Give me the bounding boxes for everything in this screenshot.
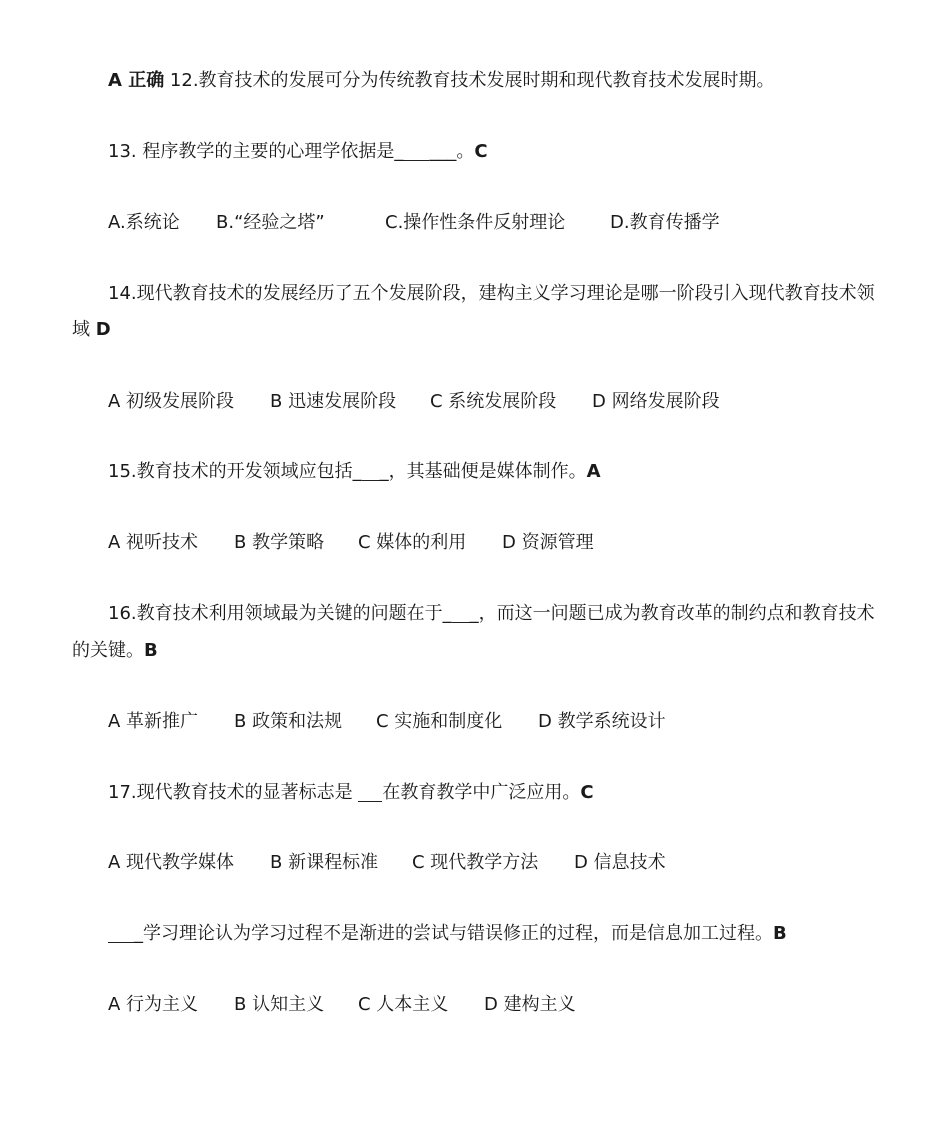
option-b: B 认知主义	[234, 994, 325, 1015]
option-a: A.系统论	[108, 212, 180, 233]
option-c: C 人本主义	[358, 994, 449, 1015]
answer-letter: B	[144, 640, 158, 661]
question-text: 域	[72, 319, 96, 340]
answer-letter: C	[580, 782, 594, 803]
answer-letter: C	[474, 141, 488, 162]
question-14-cont	[72, 318, 111, 342]
option-c: C 媒体的利用	[358, 532, 467, 553]
answer-letter: A	[586, 461, 601, 482]
question-text-tail: ___。	[429, 141, 475, 162]
question-13	[108, 140, 488, 164]
question-16	[108, 602, 875, 626]
answer-letter: B	[773, 923, 787, 944]
answer-label: A 正确	[108, 70, 165, 91]
option-d: D 资源管理	[502, 532, 594, 553]
question-18	[108, 922, 787, 946]
option-d: D.教育传播学	[610, 212, 720, 233]
question-text-tail: 在教育教学中广泛应用。	[382, 782, 581, 803]
option-a: A 视听技术	[108, 532, 199, 553]
question-15	[108, 460, 601, 484]
question-16-cont	[72, 639, 158, 663]
option-d: D 教学系统设计	[538, 711, 666, 732]
option-a: A 行为主义	[108, 994, 199, 1015]
option-b: B 政策和法规	[234, 711, 343, 732]
option-a: A 现代教学媒体	[108, 852, 235, 873]
fill-blank	[452, 604, 470, 623]
answer-letter: D	[95, 319, 111, 340]
option-c: C 实施和制度化	[376, 711, 503, 732]
option-c: C 现代教学方法	[412, 852, 539, 873]
question-17	[108, 781, 594, 805]
option-d: D 网络发展阶段	[592, 391, 720, 412]
question-text: 14.现代教育技术的发展经历了五个发展阶段，建构主义学习理论是哪一阶段引入现代教育技术领	[108, 283, 875, 304]
question-text-tail: _，其基础便是媒体制作。	[379, 461, 587, 482]
question-text: 12.教育技术的发展可分为传统教育技术发展时期和现代教育技术发展时期。	[164, 70, 775, 91]
option-a: A 革新推广	[108, 711, 199, 732]
option-b: B.“经验之塔”	[216, 212, 325, 233]
question-text-tail: _，而这一问题已成为教育改革的制约点和教育技术	[469, 603, 875, 624]
question-12	[108, 69, 775, 93]
fill-blank	[403, 142, 429, 161]
question-text: 16.教育技术利用领域最为关键的问题在于_	[108, 603, 452, 624]
question-text: 15.教育技术的开发领域应包括_	[108, 461, 362, 482]
question-text: 的关键。	[72, 640, 144, 661]
option-d: D 信息技术	[574, 852, 666, 873]
question-text: _学习理论认为学习过程不是渐进的尝试与错误修正的过程，而是信息加工过程。	[134, 923, 773, 944]
fill-blank	[108, 924, 134, 943]
option-d: D 建构主义	[484, 994, 576, 1015]
option-c: C.操作性条件反射理论	[385, 212, 566, 233]
question-14	[108, 282, 875, 306]
question-text: 13. 程序教学的主要的心理学依据是_	[108, 141, 404, 162]
option-c: C 系统发展阶段	[430, 391, 557, 412]
option-b: B 新课程标准	[270, 852, 379, 873]
question-text: 17.现代教育技术的显著标志是	[108, 782, 359, 803]
option-b: B 教学策略	[234, 532, 325, 553]
fill-blank	[362, 462, 380, 481]
fill-blank	[358, 783, 382, 802]
option-a: A 初级发展阶段	[108, 391, 235, 412]
option-b: B 迅速发展阶段	[270, 391, 397, 412]
